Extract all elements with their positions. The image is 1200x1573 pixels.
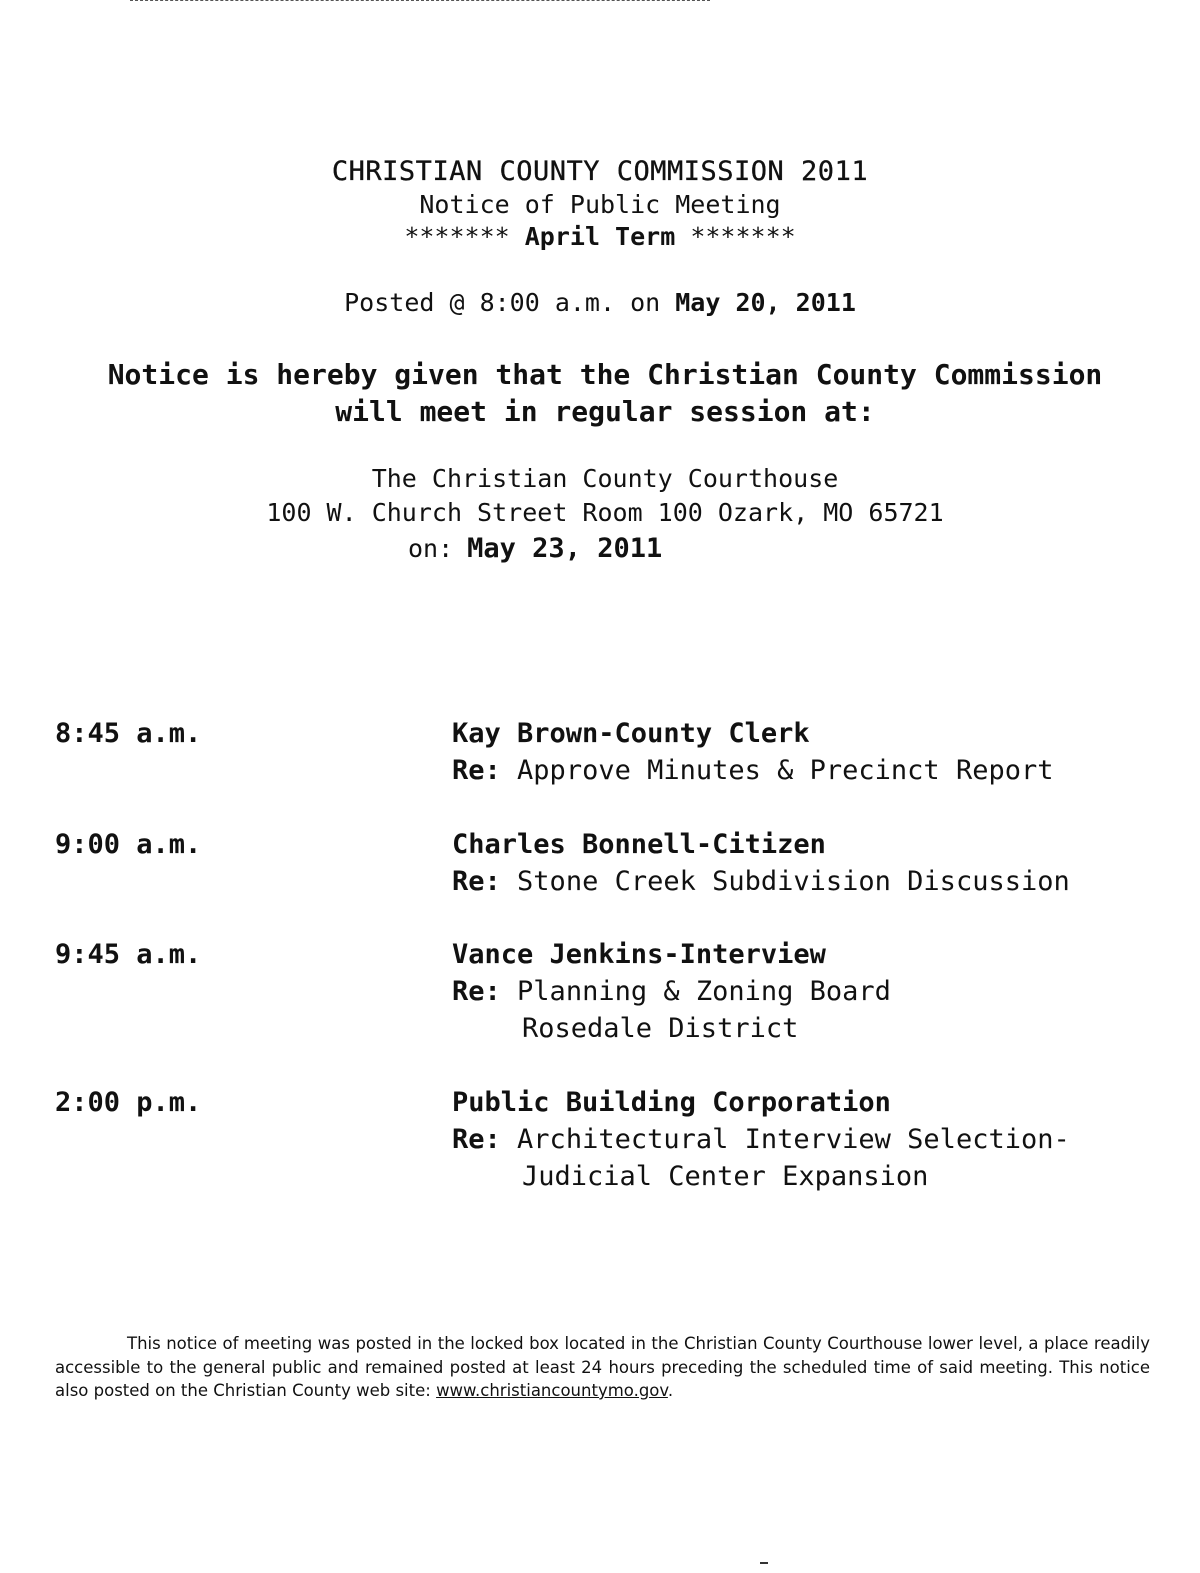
agenda-detail <box>452 715 1152 789</box>
agenda-presenter: Vance Jenkins-Interview <box>452 939 826 970</box>
agenda-detail <box>452 826 1152 900</box>
term-label: April Term <box>524 222 676 251</box>
notice-line-2: will meet in regular session at: <box>335 395 875 428</box>
agenda-presenter: Kay Brown-County Clerk <box>452 718 810 749</box>
re-text: Architectural Interview Selection- <box>517 1124 1070 1155</box>
agenda-subject-continued: Judicial Center Expansion <box>522 1161 929 1192</box>
agenda-time: 9:00 a.m. <box>55 829 202 860</box>
notice-header <box>0 155 1200 253</box>
county-website-link[interactable]: www.christiancountymo.gov <box>436 1381 668 1400</box>
posted-date: May 20, 2011 <box>675 288 856 317</box>
agenda-time: 9:45 a.m. <box>55 939 202 970</box>
posting-statement-end: . <box>667 1381 674 1400</box>
agenda-time: 2:00 p.m. <box>55 1087 202 1118</box>
posting-statement <box>55 1332 1150 1403</box>
term-stars-left: ******* <box>404 222 510 251</box>
agenda-subject <box>452 752 1152 789</box>
agenda-time: 8:45 a.m. <box>55 718 202 749</box>
re-label: Re: <box>452 976 501 1007</box>
term-stars-right: ******* <box>690 222 796 251</box>
document-title: CHRISTIAN COUNTY COMMISSION 2011 <box>331 156 869 187</box>
posting-statement-text: This notice of meeting was posted in the locked box located in the Christian County Courthouse lower level, a place readily accessible to the general public and remained posted at least 24 hours preceding the scheduled time of said meeting. This notice also posted on the Christian County web site: <box>55 1334 1150 1400</box>
agenda-presenter: Charles Bonnell-Citizen <box>452 829 826 860</box>
re-text: Planning & Zoning Board <box>517 976 891 1007</box>
scan-top-edge <box>130 0 710 3</box>
meeting-date-line <box>408 531 662 567</box>
notice-line-1: Notice is hereby given that the Christian County Commission <box>107 358 1103 391</box>
location-building: The Christian County Courthouse <box>371 464 839 493</box>
notice-statement <box>0 356 1200 430</box>
re-text: Stone Creek Subdivision Discussion <box>517 866 1070 897</box>
re-label: Re: <box>452 866 501 897</box>
meeting-location <box>0 462 1200 530</box>
agenda-subject <box>452 1121 1152 1158</box>
document-subtitle: Notice of Public Meeting <box>419 190 781 219</box>
agenda-detail <box>452 1084 1152 1195</box>
agenda-subject-continued: Rosedale District <box>522 1013 799 1044</box>
agenda-subject <box>452 863 1152 900</box>
agenda-detail <box>452 936 1152 1047</box>
posted-prefix: Posted @ 8:00 a.m. on <box>344 288 661 317</box>
agenda-presenter: Public Building Corporation <box>452 1087 891 1118</box>
on-label: on: <box>408 534 454 563</box>
term-line <box>0 221 1200 253</box>
location-address: 100 W. Church Street Room 100 Ozark, MO 65721 <box>266 498 944 527</box>
scan-mark <box>760 1562 768 1564</box>
posted-line <box>0 286 1200 320</box>
meeting-date: May 23, 2011 <box>467 533 663 564</box>
re-label: Re: <box>452 1124 501 1155</box>
re-label: Re: <box>452 755 501 786</box>
re-text: Approve Minutes & Precinct Report <box>517 755 1054 786</box>
agenda-subject <box>452 973 1152 1010</box>
